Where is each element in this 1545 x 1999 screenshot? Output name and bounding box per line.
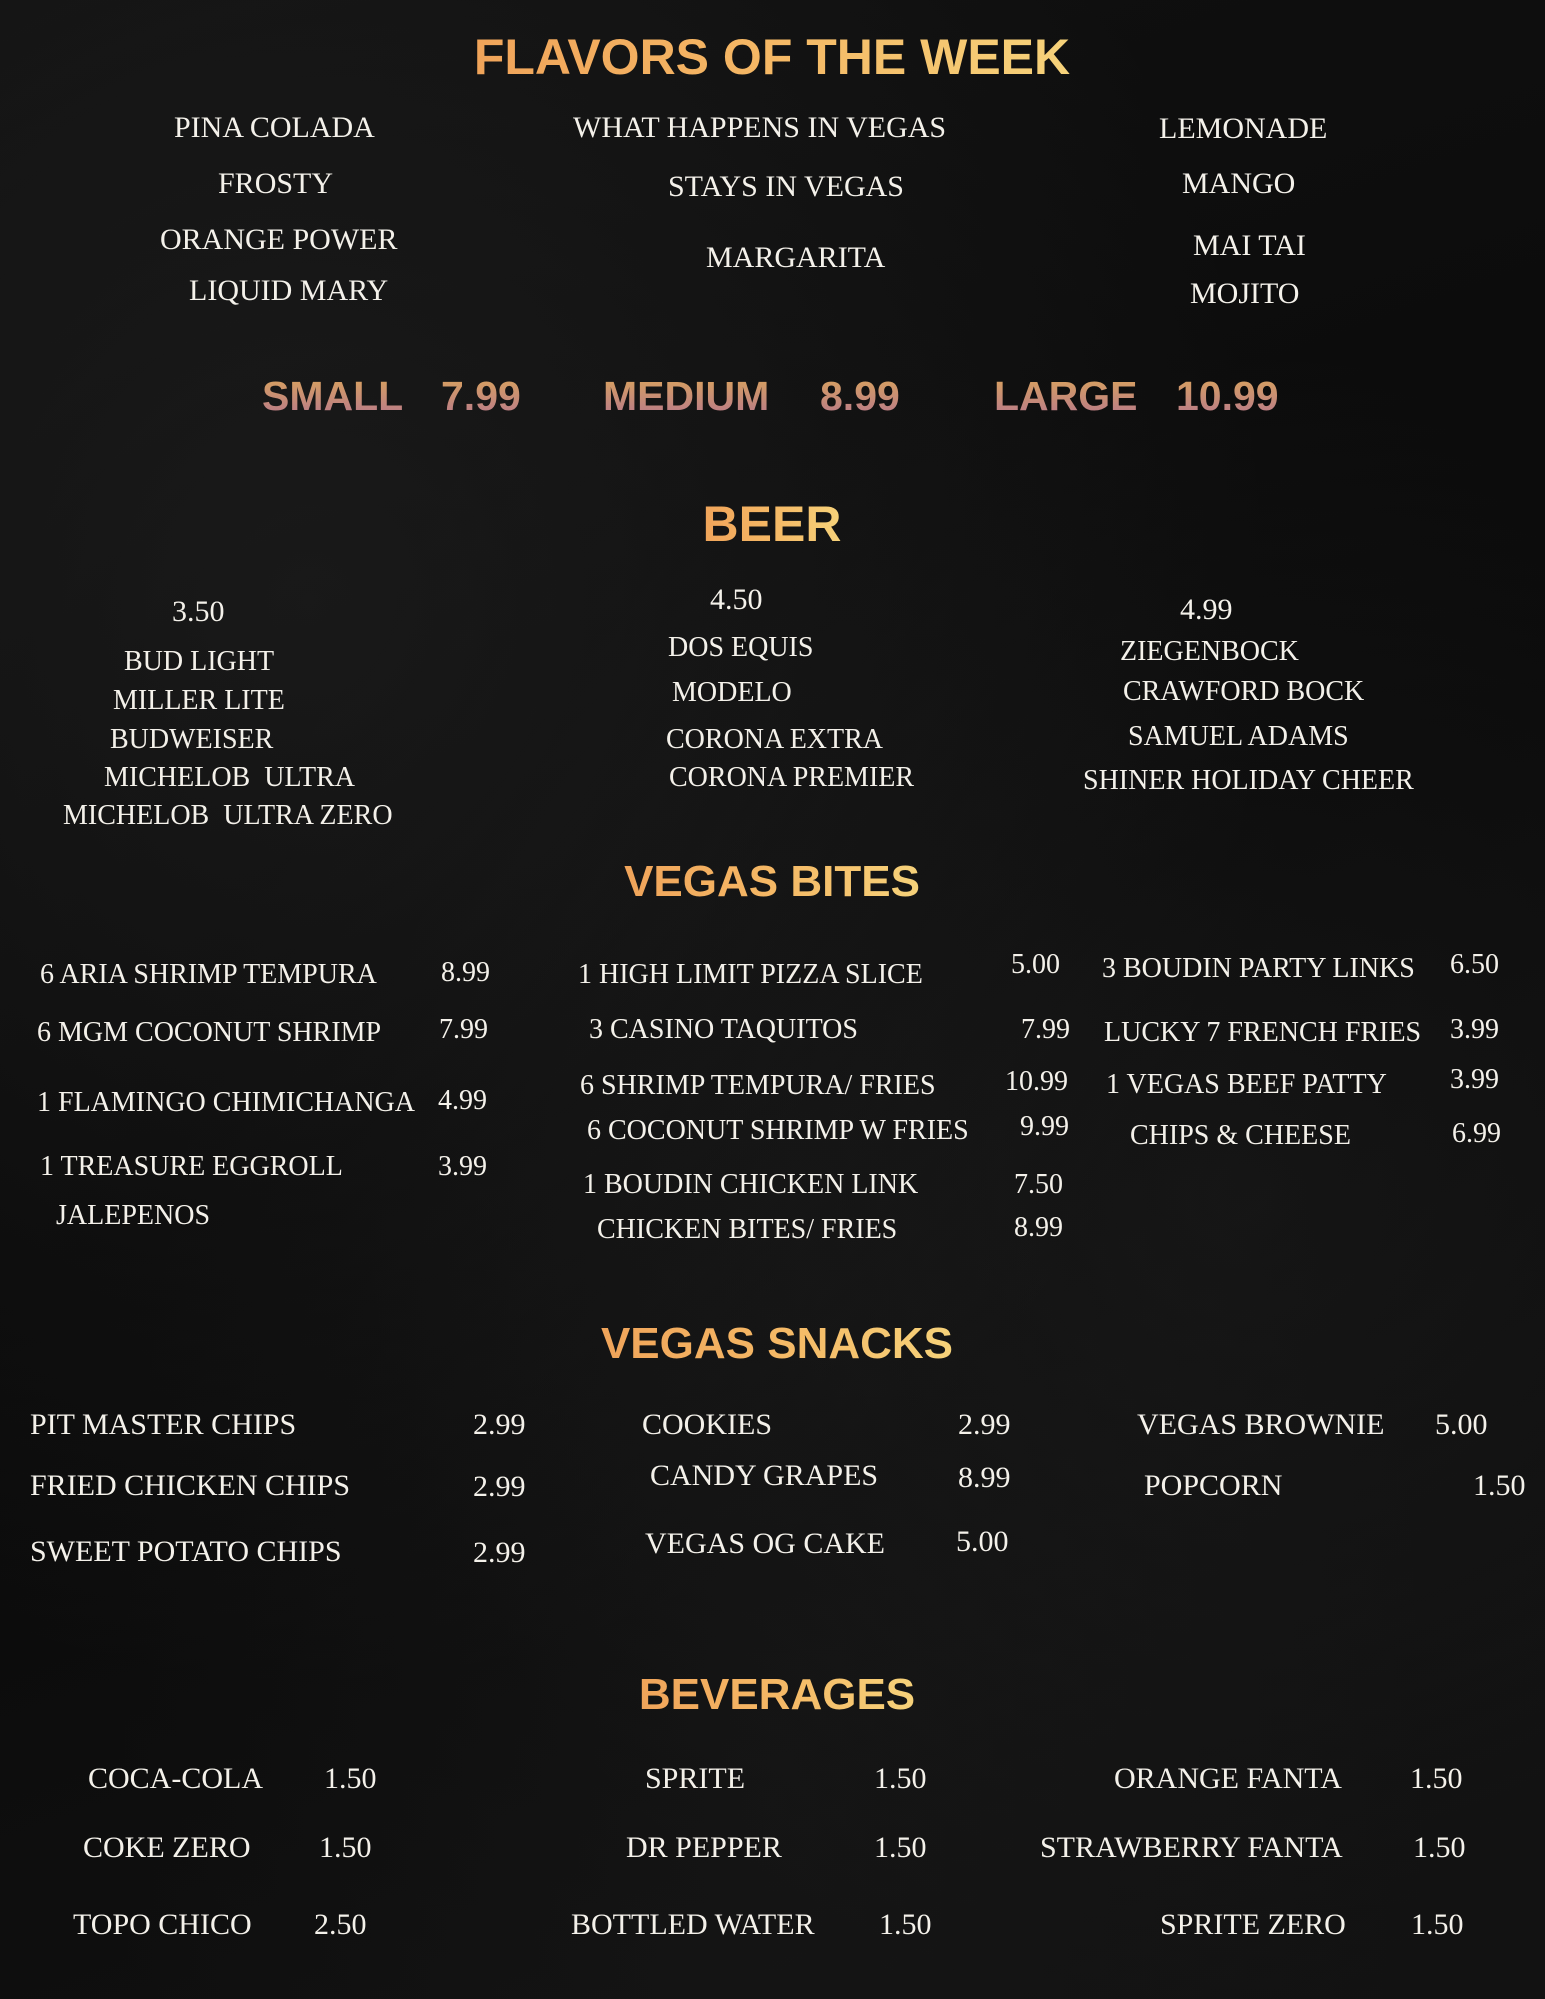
bite-price: 3.99 bbox=[1450, 1064, 1499, 1095]
flavor-item: ORANGE POWER bbox=[160, 223, 398, 256]
bite-name: 1 FLAMINGO CHIMICHANGA bbox=[37, 1087, 415, 1118]
snack-name: VEGAS BROWNIE bbox=[1137, 1408, 1385, 1441]
beer-item: CORONA PREMIER bbox=[669, 762, 915, 793]
bite-name: 6 ARIA SHRIMP TEMPURA bbox=[40, 959, 377, 990]
bite-price: 9.99 bbox=[1020, 1111, 1069, 1142]
bite-name: 3 CASINO TAQUITOS bbox=[589, 1014, 858, 1045]
beverage-price: 1.50 bbox=[1410, 1762, 1463, 1795]
bites-heading: VEGAS BITES bbox=[624, 857, 920, 906]
bite-name: 1 BOUDIN CHICKEN LINK bbox=[583, 1169, 919, 1200]
bite-price: 8.99 bbox=[441, 957, 490, 988]
beverage-name: TOPO CHICO bbox=[73, 1908, 252, 1941]
flavor-item: MARGARITA bbox=[706, 241, 886, 274]
snack-price: 8.99 bbox=[958, 1461, 1011, 1494]
beer-group-price: 3.50 bbox=[172, 595, 225, 628]
snack-price: 2.99 bbox=[473, 1470, 526, 1503]
beverage-price: 1.50 bbox=[324, 1762, 377, 1795]
bite-name: JALEPENOS bbox=[56, 1200, 211, 1231]
snack-name: COOKIES bbox=[642, 1408, 773, 1441]
beverage-name: COCA-COLA bbox=[88, 1762, 264, 1795]
beer-item: CORONA EXTRA bbox=[666, 724, 884, 755]
snack-price: 5.00 bbox=[1435, 1408, 1488, 1441]
snack-price: 5.00 bbox=[956, 1525, 1009, 1558]
bite-name: 1 HIGH LIMIT PIZZA SLICE bbox=[578, 959, 923, 990]
beverage-price: 1.50 bbox=[874, 1831, 927, 1864]
snack-name: VEGAS OG CAKE bbox=[645, 1527, 885, 1560]
flavors-heading: FLAVORS OF THE WEEK bbox=[473, 29, 1071, 85]
beer-item: MICHELOB ULTRA bbox=[104, 762, 355, 793]
beer-heading: BEER bbox=[702, 496, 842, 552]
bite-price: 3.99 bbox=[438, 1151, 487, 1182]
beer-item: ZIEGENBOCK bbox=[1120, 636, 1299, 667]
beverage-name: ORANGE FANTA bbox=[1114, 1762, 1342, 1795]
beer-item: BUDWEISER bbox=[110, 724, 274, 755]
bite-name: 6 SHRIMP TEMPURA/ FRIES bbox=[580, 1070, 936, 1101]
flavor-item: STAYS IN VEGAS bbox=[668, 170, 904, 203]
snack-name: POPCORN bbox=[1144, 1469, 1283, 1502]
bite-name: CHIPS & CHEESE bbox=[1130, 1120, 1351, 1151]
beverage-price: 1.50 bbox=[1411, 1908, 1464, 1941]
flavor-item: MANGO bbox=[1182, 167, 1296, 200]
snack-name: PIT MASTER CHIPS bbox=[30, 1408, 297, 1441]
size-small-label: SMALL bbox=[262, 373, 404, 419]
beer-item: CRAWFORD BOCK bbox=[1123, 676, 1365, 707]
snacks-heading: VEGAS SNACKS bbox=[600, 1319, 954, 1368]
bite-name: 1 TREASURE EGGROLL bbox=[40, 1151, 343, 1182]
bite-price: 6.50 bbox=[1450, 949, 1499, 980]
beverage-name: BOTTLED WATER bbox=[571, 1908, 815, 1941]
beverage-name: DR PEPPER bbox=[626, 1831, 782, 1864]
bite-name: LUCKY 7 FRENCH FRIES bbox=[1104, 1017, 1422, 1048]
beer-item: BUD LIGHT bbox=[124, 646, 275, 677]
bite-name: 1 VEGAS BEEF PATTY bbox=[1106, 1069, 1387, 1100]
bite-price: 5.00 bbox=[1011, 949, 1060, 980]
bite-price: 4.99 bbox=[438, 1085, 487, 1116]
beverage-name: SPRITE ZERO bbox=[1160, 1908, 1346, 1941]
beverage-price: 2.50 bbox=[314, 1908, 367, 1941]
snack-name: SWEET POTATO CHIPS bbox=[30, 1535, 342, 1568]
snack-name: CANDY GRAPES bbox=[650, 1459, 879, 1492]
beer-group-price: 4.50 bbox=[710, 583, 763, 616]
bite-price: 7.99 bbox=[439, 1014, 488, 1045]
bite-name: 6 COCONUT SHRIMP W FRIES bbox=[587, 1115, 969, 1146]
bite-price: 7.99 bbox=[1021, 1014, 1070, 1045]
bite-name: 6 MGM COCONUT SHRIMP bbox=[37, 1017, 382, 1048]
beer-group-price: 4.99 bbox=[1180, 593, 1233, 626]
flavor-item: FROSTY bbox=[218, 167, 334, 200]
snack-price: 1.50 bbox=[1473, 1469, 1526, 1502]
beer-item: SAMUEL ADAMS bbox=[1128, 721, 1349, 752]
beer-item: SHINER HOLIDAY CHEER bbox=[1083, 765, 1414, 796]
flavor-item: MOJITO bbox=[1190, 277, 1300, 310]
flavor-item: MAI TAI bbox=[1193, 229, 1306, 262]
beverage-name: SPRITE bbox=[645, 1762, 746, 1795]
beer-item: DOS EQUIS bbox=[668, 632, 814, 663]
beverage-price: 1.50 bbox=[319, 1831, 372, 1864]
snack-price: 2.99 bbox=[473, 1536, 526, 1569]
bite-price: 7.50 bbox=[1014, 1169, 1063, 1200]
snack-price: 2.99 bbox=[473, 1408, 526, 1441]
size-medium-price: 8.99 bbox=[820, 373, 900, 419]
beer-item: MICHELOB ULTRA ZERO bbox=[63, 800, 393, 831]
size-small-price: 7.99 bbox=[441, 373, 521, 419]
flavor-item: LEMONADE bbox=[1159, 112, 1328, 145]
beverage-price: 1.50 bbox=[1413, 1831, 1466, 1864]
snack-name: FRIED CHICKEN CHIPS bbox=[30, 1469, 351, 1502]
flavor-item: LIQUID MARY bbox=[189, 274, 389, 307]
snack-price: 2.99 bbox=[958, 1408, 1011, 1441]
beverages-heading: BEVERAGES bbox=[638, 1670, 916, 1719]
bite-price: 6.99 bbox=[1452, 1118, 1501, 1149]
bite-price: 10.99 bbox=[1005, 1066, 1068, 1097]
flavor-item: PINA COLADA bbox=[174, 111, 375, 144]
beer-item: MILLER LITE bbox=[113, 685, 285, 716]
bite-price: 3.99 bbox=[1450, 1014, 1499, 1045]
size-large-price: 10.99 bbox=[1176, 373, 1279, 419]
beverage-name: STRAWBERRY FANTA bbox=[1040, 1831, 1343, 1864]
beer-item: MODELO bbox=[672, 677, 792, 708]
flavor-item: WHAT HAPPENS IN VEGAS bbox=[573, 111, 947, 144]
beverage-price: 1.50 bbox=[879, 1908, 932, 1941]
size-large-label: LARGE bbox=[994, 373, 1138, 419]
bite-name: CHICKEN BITES/ FRIES bbox=[597, 1214, 898, 1245]
beverage-price: 1.50 bbox=[874, 1762, 927, 1795]
bite-price: 8.99 bbox=[1014, 1212, 1063, 1243]
beverage-name: COKE ZERO bbox=[83, 1831, 251, 1864]
bite-name: 3 BOUDIN PARTY LINKS bbox=[1102, 953, 1415, 984]
size-medium-label: MEDIUM bbox=[603, 373, 770, 419]
